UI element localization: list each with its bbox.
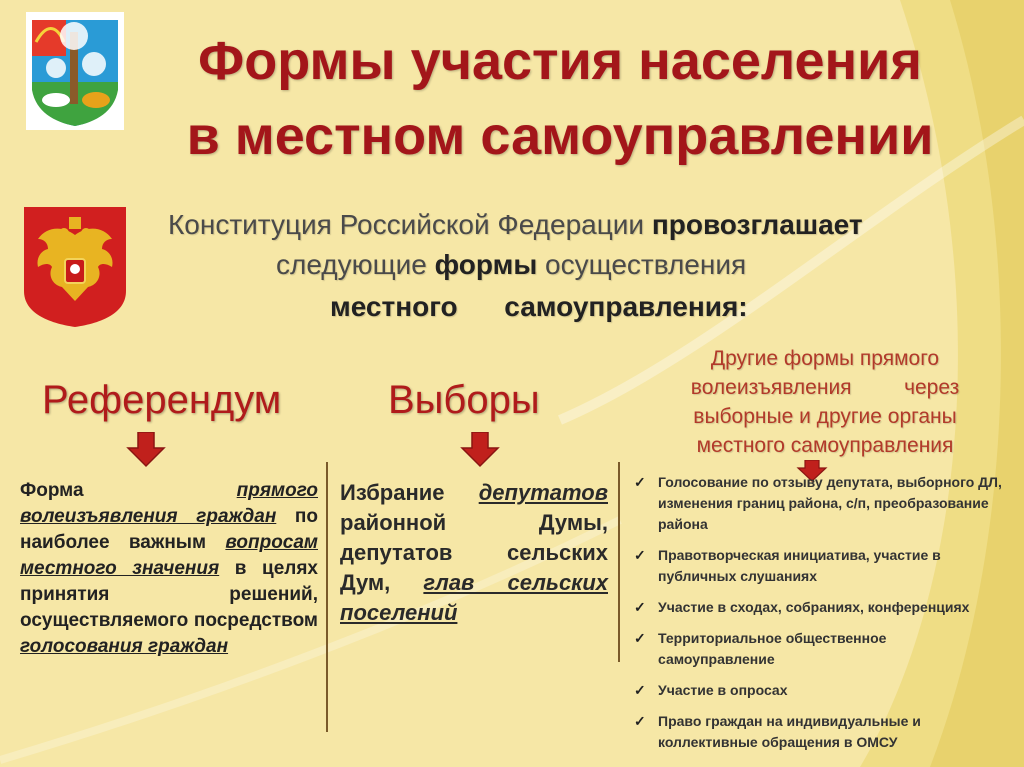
- divider-right: [618, 462, 620, 662]
- list-item: [630, 472, 1002, 535]
- referendum-underlined-1: прямого волеизъявления граждан: [20, 480, 318, 527]
- list-item-text: Правотворческая инициатива, участие в публичных слушаниях: [658, 547, 941, 584]
- other-forms-line-2: волеизъявления через: [690, 376, 960, 399]
- referendum-underlined-2: вопросам местного значения: [20, 532, 318, 579]
- regional-coat-of-arms-icon: [26, 12, 124, 130]
- down-arrow-icon: [126, 432, 166, 473]
- referendum-text-2: по наиболее важным: [20, 506, 318, 553]
- intro-line-2: [276, 245, 746, 285]
- divider-left: [326, 462, 328, 732]
- elections-text-1: Избрание: [340, 480, 479, 505]
- list-item: [630, 628, 1002, 670]
- elections-underlined-1: депутатов: [478, 480, 608, 505]
- referendum-description: [20, 478, 318, 660]
- intro-line-2-bold: формы: [434, 249, 538, 280]
- elections-text-2: районной Думы, депутатов сельских Дум,: [340, 510, 608, 595]
- list-item-text: Участие в опросах: [658, 682, 788, 698]
- check-icon: ✓: [634, 474, 646, 490]
- intro-line-3-bold: местного самоуправления:: [330, 291, 748, 322]
- list-item-text: Территориальное общественное самоуправление: [658, 630, 887, 667]
- other-forms-line-3: выборные и другие органы: [693, 405, 957, 428]
- list-item-text: Участие в сходах, собраниях, конференциях: [658, 599, 970, 615]
- heading-referendum: Референдум: [42, 378, 282, 422]
- referendum-text-1: Форма: [20, 480, 237, 501]
- referendum-underlined-3: голосования граждан: [20, 636, 229, 657]
- check-icon: ✓: [634, 682, 646, 698]
- check-icon: ✓: [634, 599, 646, 615]
- russian-coat-of-arms-icon: [22, 205, 128, 329]
- intro-line-3: [330, 287, 748, 327]
- referendum-text-3: в целях принятия решений, осуществляемого посредством: [20, 558, 318, 631]
- list-item: [630, 711, 1002, 753]
- elections-underlined-2: глав сельских поселений: [340, 570, 608, 625]
- check-icon: ✓: [634, 630, 646, 646]
- check-icon: ✓: [634, 713, 646, 729]
- heading-other-forms: [660, 344, 990, 460]
- intro-line-2-text-b: осуществления: [537, 249, 747, 280]
- page-title-line-2: в местном самоуправлении: [186, 106, 934, 166]
- intro-line-1-bold: провозглашает: [651, 209, 863, 240]
- other-forms-line-1: Другие формы прямого: [710, 347, 940, 370]
- page-title-line-1: Формы участия населения: [198, 31, 922, 91]
- other-forms-list: [630, 472, 1002, 763]
- list-item: [630, 545, 1002, 587]
- down-arrow-icon: [460, 432, 500, 473]
- list-item: [630, 680, 1002, 701]
- check-icon: ✓: [634, 547, 646, 563]
- intro-line-1-text: Конституция Российской Федерации: [168, 209, 652, 240]
- elections-description: [340, 478, 608, 628]
- list-item-text: Голосование по отзыву депутата, выборного ДЛ, изменения границ района, с/п, преобразование района: [658, 474, 1002, 532]
- heading-elections: Выборы: [388, 378, 540, 422]
- list-item: [630, 597, 1002, 618]
- other-forms-line-4: местного самоуправления: [696, 434, 954, 457]
- list-item-text: Право граждан на индивидуальные и коллективные обращения в ОМСУ: [658, 713, 921, 750]
- intro-line-1: [168, 205, 863, 245]
- intro-line-2-text-a: следующие: [276, 249, 435, 280]
